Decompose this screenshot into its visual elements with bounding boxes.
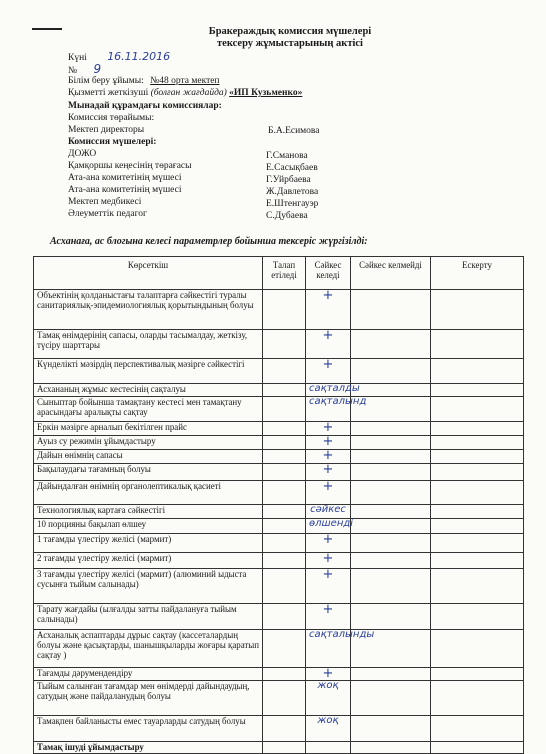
cell-note [431, 519, 524, 534]
cell-note [431, 330, 524, 359]
row-label: Тыйым салынған тағамдар мен өнімдерді дайындаудың, сатудың және пайдаланудың болуы [34, 681, 263, 716]
cell-note [431, 630, 524, 668]
cell-note [431, 681, 524, 716]
cell-compliant [306, 383, 360, 397]
row-label: Дайындалған өнімнің органолептикалық қасиеті [34, 481, 263, 505]
member-name: Е.Штенгауэр [266, 199, 319, 209]
title-line-1: Бракераждық комиссия мүшелері [208, 26, 372, 37]
header-noncompliant: Сәйкес келмейді [351, 257, 431, 290]
row-label: Асханалық аспаптарды дұрыс сақтау (кассеталардың болуы және қасықтарды, шанышқыларды жоғары қаратып сақтау ) [34, 630, 263, 668]
cell-required [263, 450, 306, 464]
table-row [34, 742, 524, 754]
member-role: ДОЖО [68, 149, 97, 159]
cell-note [431, 290, 524, 330]
cell-note [431, 668, 524, 681]
cell-required [263, 359, 306, 384]
number-label: № [68, 66, 78, 76]
cell-noncompliant [351, 604, 431, 630]
table-row [34, 519, 524, 534]
cell-note [431, 505, 524, 519]
cell-noncompliant [351, 553, 431, 569]
row-label: Тағамды дәрумендендіру [34, 668, 263, 681]
handwritten-mark: + [322, 420, 334, 435]
cell-note [431, 716, 524, 742]
table-row [34, 534, 524, 553]
cell-noncompliant [351, 569, 431, 604]
table-row [34, 330, 524, 359]
members-heading: Комиссия мүшелері: [68, 137, 157, 147]
number-row [68, 62, 101, 76]
cell-note [431, 464, 524, 481]
handwritten-mark: сақталынды [309, 629, 375, 640]
row-label: 3 тағамды үлестіру желісі (мармит) (алюминий ыдыста сусынға тыйым салынады) [34, 569, 263, 604]
handwritten-mark: + [322, 357, 334, 372]
table-row [34, 422, 524, 436]
chair-label: Комиссия төрайымы: [68, 113, 155, 123]
handwritten-mark: + [322, 567, 334, 582]
handwritten-mark: + [322, 666, 334, 681]
commission-heading: Мынадай құрамдағы комиссиялар: [68, 101, 222, 111]
supplier-label: Қызметті жеткізуші [68, 88, 149, 98]
supplier-row [68, 88, 302, 98]
row-label: Тамақпен байланысты емес тауарларды сатудың болуы [34, 716, 263, 742]
cell-compliant [306, 604, 351, 630]
member-name: Г.Уйрбаева [266, 175, 311, 185]
cell-compliant [306, 481, 351, 505]
section-title: Асханаға, ас блогына келесі параметрлер бойынша тексеріс жүргізілді: [50, 236, 368, 247]
member-role: Ата-ана комитетінің мүшесі [68, 173, 182, 183]
cell-note [431, 604, 524, 630]
row-label: Технологиялық картаға сәйкестігі [34, 505, 263, 519]
cell-required [263, 384, 306, 397]
row-label: 10 порцияны бақылап өлшеу [34, 519, 263, 534]
table-row [34, 481, 524, 505]
table-row [34, 450, 524, 464]
date-value: 16.11.2016 [107, 50, 171, 63]
cell-required [263, 290, 306, 330]
inspection-table [33, 256, 524, 754]
cell-compliant [306, 290, 351, 330]
date-label: Күні [68, 53, 87, 63]
table-row [34, 290, 524, 330]
cell-note [431, 569, 524, 604]
cell-required [263, 397, 306, 422]
handwritten-mark: + [322, 434, 334, 449]
table-row [34, 384, 524, 397]
member-name: С.Дубаева [266, 211, 308, 221]
row-label: Күнделікті мәзірдің перспективалық мәзірге сәйкестігі [34, 359, 263, 384]
member-role: Әлеуметтік педагог [68, 209, 147, 219]
cell-note [431, 436, 524, 450]
director-label: Мектеп директоры [68, 125, 145, 135]
row-label: Тарату жағдайы (ылғалды затты пайдалануға тыйым салынады) [34, 604, 263, 630]
cell-note [431, 450, 524, 464]
cell-noncompliant [351, 519, 431, 534]
cell-compliant [306, 396, 367, 422]
cell-required [263, 716, 306, 742]
cell-noncompliant [351, 464, 431, 481]
cell-noncompliant [351, 359, 431, 384]
table-row [34, 505, 524, 519]
member-role: Мектеп медбикесі [68, 197, 142, 207]
handwritten-mark: сақталынд [309, 396, 367, 407]
handwritten-mark: сәйкес [310, 504, 346, 515]
cell-required [263, 519, 306, 534]
cell-note [431, 481, 524, 505]
handwritten-mark: + [322, 479, 334, 494]
cell-required [263, 604, 306, 630]
title-line-2: тексеру жұмыстарының актісі [217, 38, 363, 49]
supplier-value: «ИП Кузьменко» [229, 88, 303, 98]
header-indicator: Көрсеткіш [34, 257, 263, 290]
table-row [34, 464, 524, 481]
cell-noncompliant [351, 668, 431, 681]
header-compliant: Сәйкес келеді [306, 257, 351, 290]
table-row [34, 436, 524, 450]
member-name: Ж.Давлетова [266, 187, 319, 197]
handwritten-mark: өлшенді [309, 518, 354, 529]
row-label: Асхананың жұмыс кестесінің сақталуы [34, 384, 263, 397]
school-value: №48 орта мектеп [150, 76, 220, 86]
number-value: 9 [93, 62, 102, 76]
cell-noncompliant [351, 481, 431, 505]
table-row [34, 716, 524, 742]
cell-compliant [306, 629, 375, 668]
cell-compliant [306, 681, 351, 716]
handwritten-mark: + [322, 448, 334, 463]
row-label: Тамақ өнімдерінің сапасы, оларды тасымалдау, жеткізу, түсіру шарттары [34, 330, 263, 359]
handwritten-mark: жоқ [317, 680, 339, 691]
cell-note [431, 397, 524, 422]
cell-noncompliant [351, 742, 431, 754]
cell-note [431, 534, 524, 553]
cell-note [431, 359, 524, 384]
cell-noncompliant [351, 534, 431, 553]
handwritten-mark: + [322, 602, 334, 617]
cell-noncompliant [351, 384, 431, 397]
cell-required [263, 553, 306, 569]
cell-required [263, 505, 306, 519]
cell-compliant [306, 534, 351, 553]
cell-compliant [306, 359, 351, 384]
cell-note [431, 742, 524, 754]
cell-required [263, 422, 306, 436]
table-row [34, 359, 524, 384]
cell-required [263, 481, 306, 505]
school-label: Білім беру ұйымы: [68, 76, 144, 86]
member-role: Қамқоршы кеңесінің төрағасы [68, 161, 192, 171]
row-label: Тамақ ішуді ұйымдастыру [34, 742, 263, 754]
row-label: Ауыз су режимін ұйымдастыру [34, 436, 263, 450]
cell-required [263, 569, 306, 604]
cell-required [263, 668, 306, 681]
handwritten-mark: сақталды [309, 383, 360, 394]
row-label: Бақылаудағы тағамның болуы [34, 464, 263, 481]
header-required: Талап етіледі [263, 257, 306, 290]
handwritten-mark: + [322, 551, 334, 566]
cell-noncompliant [351, 330, 431, 359]
handwritten-mark: + [322, 462, 334, 477]
cell-noncompliant [351, 450, 431, 464]
cell-compliant [306, 668, 351, 681]
cell-compliant [306, 464, 351, 481]
table-row [34, 630, 524, 668]
cell-required [263, 436, 306, 450]
cell-required [263, 534, 306, 553]
cell-required [263, 630, 306, 668]
cell-required [263, 742, 306, 754]
cell-required [263, 681, 306, 716]
table-row [34, 397, 524, 422]
cell-required [263, 464, 306, 481]
handwritten-mark: + [322, 532, 334, 547]
row-label: Объектінің қолданыстағы талаптарға сәйкестігі туралы санитариялық-эпидемиологиялық қорытындының болуы [34, 290, 263, 330]
cell-required [263, 330, 306, 359]
cell-noncompliant [351, 681, 431, 716]
handwritten-mark: жоқ [317, 715, 339, 726]
table-row [34, 553, 524, 569]
cell-compliant [306, 742, 351, 754]
member-role: Ата-ана комитетінің мүшесі [68, 185, 182, 195]
supplier-note: (болған жағдайда) [150, 88, 227, 98]
cell-note [431, 384, 524, 397]
director-name: Б.А.Есимова [268, 126, 320, 136]
cell-noncompliant [351, 436, 431, 450]
cell-compliant [306, 505, 351, 519]
cell-compliant [306, 569, 351, 604]
row-label: 1 тағамды үлестіру желісі (мармит) [34, 534, 263, 553]
row-label: 2 тағамды үлестіру желісі (мармит) [34, 553, 263, 569]
member-name: Е.Сасықбаев [266, 163, 318, 173]
row-label: Еркін мәзірге арналып бекітілген прайс [34, 422, 263, 436]
table-row [34, 668, 524, 681]
table-row [34, 569, 524, 604]
handwritten-mark: + [322, 328, 334, 343]
corner-dash [32, 28, 62, 30]
row-label: Сыныптар бойынша тамақтану кестесі мен тамақтану арасындағы аралықты сақтау [34, 397, 263, 422]
cell-noncompliant [351, 716, 431, 742]
table-row [34, 604, 524, 630]
cell-noncompliant [351, 505, 431, 519]
cell-note [431, 422, 524, 436]
table-header-row [34, 257, 524, 290]
member-name: Г.Сманова [266, 151, 308, 161]
header-note: Ескерту [431, 257, 524, 290]
school-row [68, 76, 220, 86]
row-label: Дайын өнімнің сапасы [34, 450, 263, 464]
cell-compliant [306, 716, 351, 742]
cell-noncompliant [351, 290, 431, 330]
table-row [34, 681, 524, 716]
cell-note [431, 553, 524, 569]
cell-noncompliant [351, 422, 431, 436]
handwritten-mark: + [322, 288, 334, 303]
cell-compliant [306, 330, 351, 359]
